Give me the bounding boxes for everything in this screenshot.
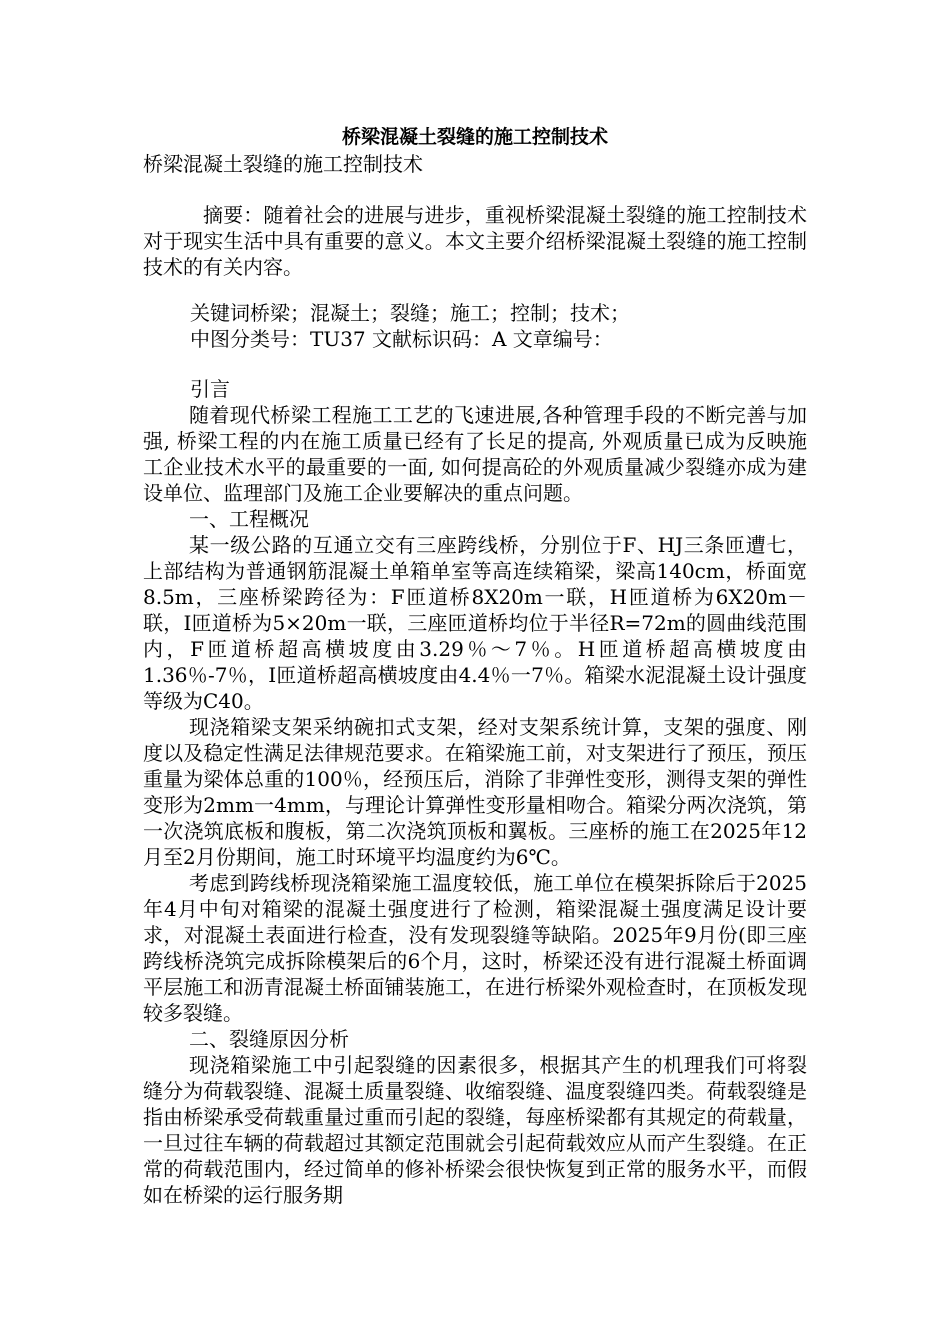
paragraph-overview-3: 考虑到跨线桥现浇箱梁施工温度较低，施工单位在模架拆除后于2025年4月中旬对箱梁的混凝土强度进行了检测，箱梁混凝土强度满足设计要求，对混凝土表面进行检查，没有发现裂缝等缺陷。2025年9月份(即三座跨线桥浇筑完成拆除模架后的6个月，这时，桥梁还没有进行混凝土桥面调平层施工和沥青混凝土桥面铺装施工，在进行桥梁外观检查时，在顶板发现较多裂缝。 — [143, 871, 807, 1025]
paragraph-intro: 随着现代桥梁工程施工工艺的飞速进展,各种管理手段的不断完善与加强, 桥梁工程的内在施工质量已经有了长足的提高, 外观质量已成为反映施工企业技术水平的最重要的一面, 如何提高砼的外观质量减少裂缝亦成为建设单位、监理部门及施工企业要解决的重点问题。 — [143, 403, 807, 505]
paragraph-analysis-1: 现浇箱梁施工中引起裂缝的因素很多，根据其产生的机理我们可将裂缝分为荷载裂缝、混凝土质量裂缝、收缩裂缝、温度裂缝四类。荷载裂缝是指由桥梁承受荷载重量过重而引起的裂缝，每座桥梁都有其规定的荷载量，一旦过往车辆的荷载超过其额定范围就会引起荷载效应从而产生裂缝。在正常的荷载范围内，经过简单的修补桥梁会很快恢复到正常的服务水平，而假如在桥梁的运行服务期 — [143, 1053, 807, 1207]
section-heading-analysis: 二、裂缝原因分析 — [189, 1027, 349, 1051]
classification-line: 中图分类号：TU37 文献标识码：A 文章编号： — [190, 327, 613, 351]
document-title: 桥梁混凝土裂缝的施工控制技术 — [341, 126, 608, 148]
intro-heading: 引言 — [190, 377, 230, 401]
section-heading-overview: 一、工程概况 — [189, 507, 309, 531]
paragraph-overview-2: 现浇箱梁支架采纳碗扣式支架，经对支架系统计算，支架的强度、刚度以及稳定性满足法律规范要求。在箱梁施工前，对支架进行了预压，预压重量为梁体总重的100％，经预压后，消除了非弹性变形，测得支架的弹性变形为2mm一4mm，与理论计算弹性变形量相吻合。箱梁分两次浇筑，第一次浇筑底板和腹板，第二次浇筑顶板和翼板。三座桥的施工在2025年12月至2月份期间，施工时环境平均温度约为6℃。 — [143, 715, 807, 869]
keywords-line: 关键词桥梁；混凝土；裂缝；施工；控制；技术； — [190, 301, 630, 325]
paragraph-overview-1: 某一级公路的互通立交有三座跨线桥，分别位于F、HJ三条匝遭七，上部结构为普通钢筋混凝土单箱单室等高连续箱梁，梁高140cm，桥面宽8.5m，三座桥梁跨径为：F匝道桥8X20m一联，H匝道桥为6X20m－联，I匝道桥为5×20m一联，三座匝道桥均位于半径R=72m的圆曲线范围内，F匝道桥超高横坡度由3.29％～7％。H匝道桥超高横坡度由1.36％-7％，I匝道桥超高横坡度由4.4％一7％。箱梁水泥混凝土设计强度等级为C40。 — [143, 533, 807, 713]
main-body — [143, 402, 807, 1208]
abstract-paragraph: 摘要：随着社会的进展与进步，重视桥梁混凝土裂缝的施工控制技术对于现实生活中具有重要的意义。本文主要介绍桥梁混凝土裂缝的施工控制技术的有关内容。 — [143, 203, 807, 279]
document-subtitle: 桥梁混凝土裂缝的施工控制技术 — [143, 152, 423, 176]
